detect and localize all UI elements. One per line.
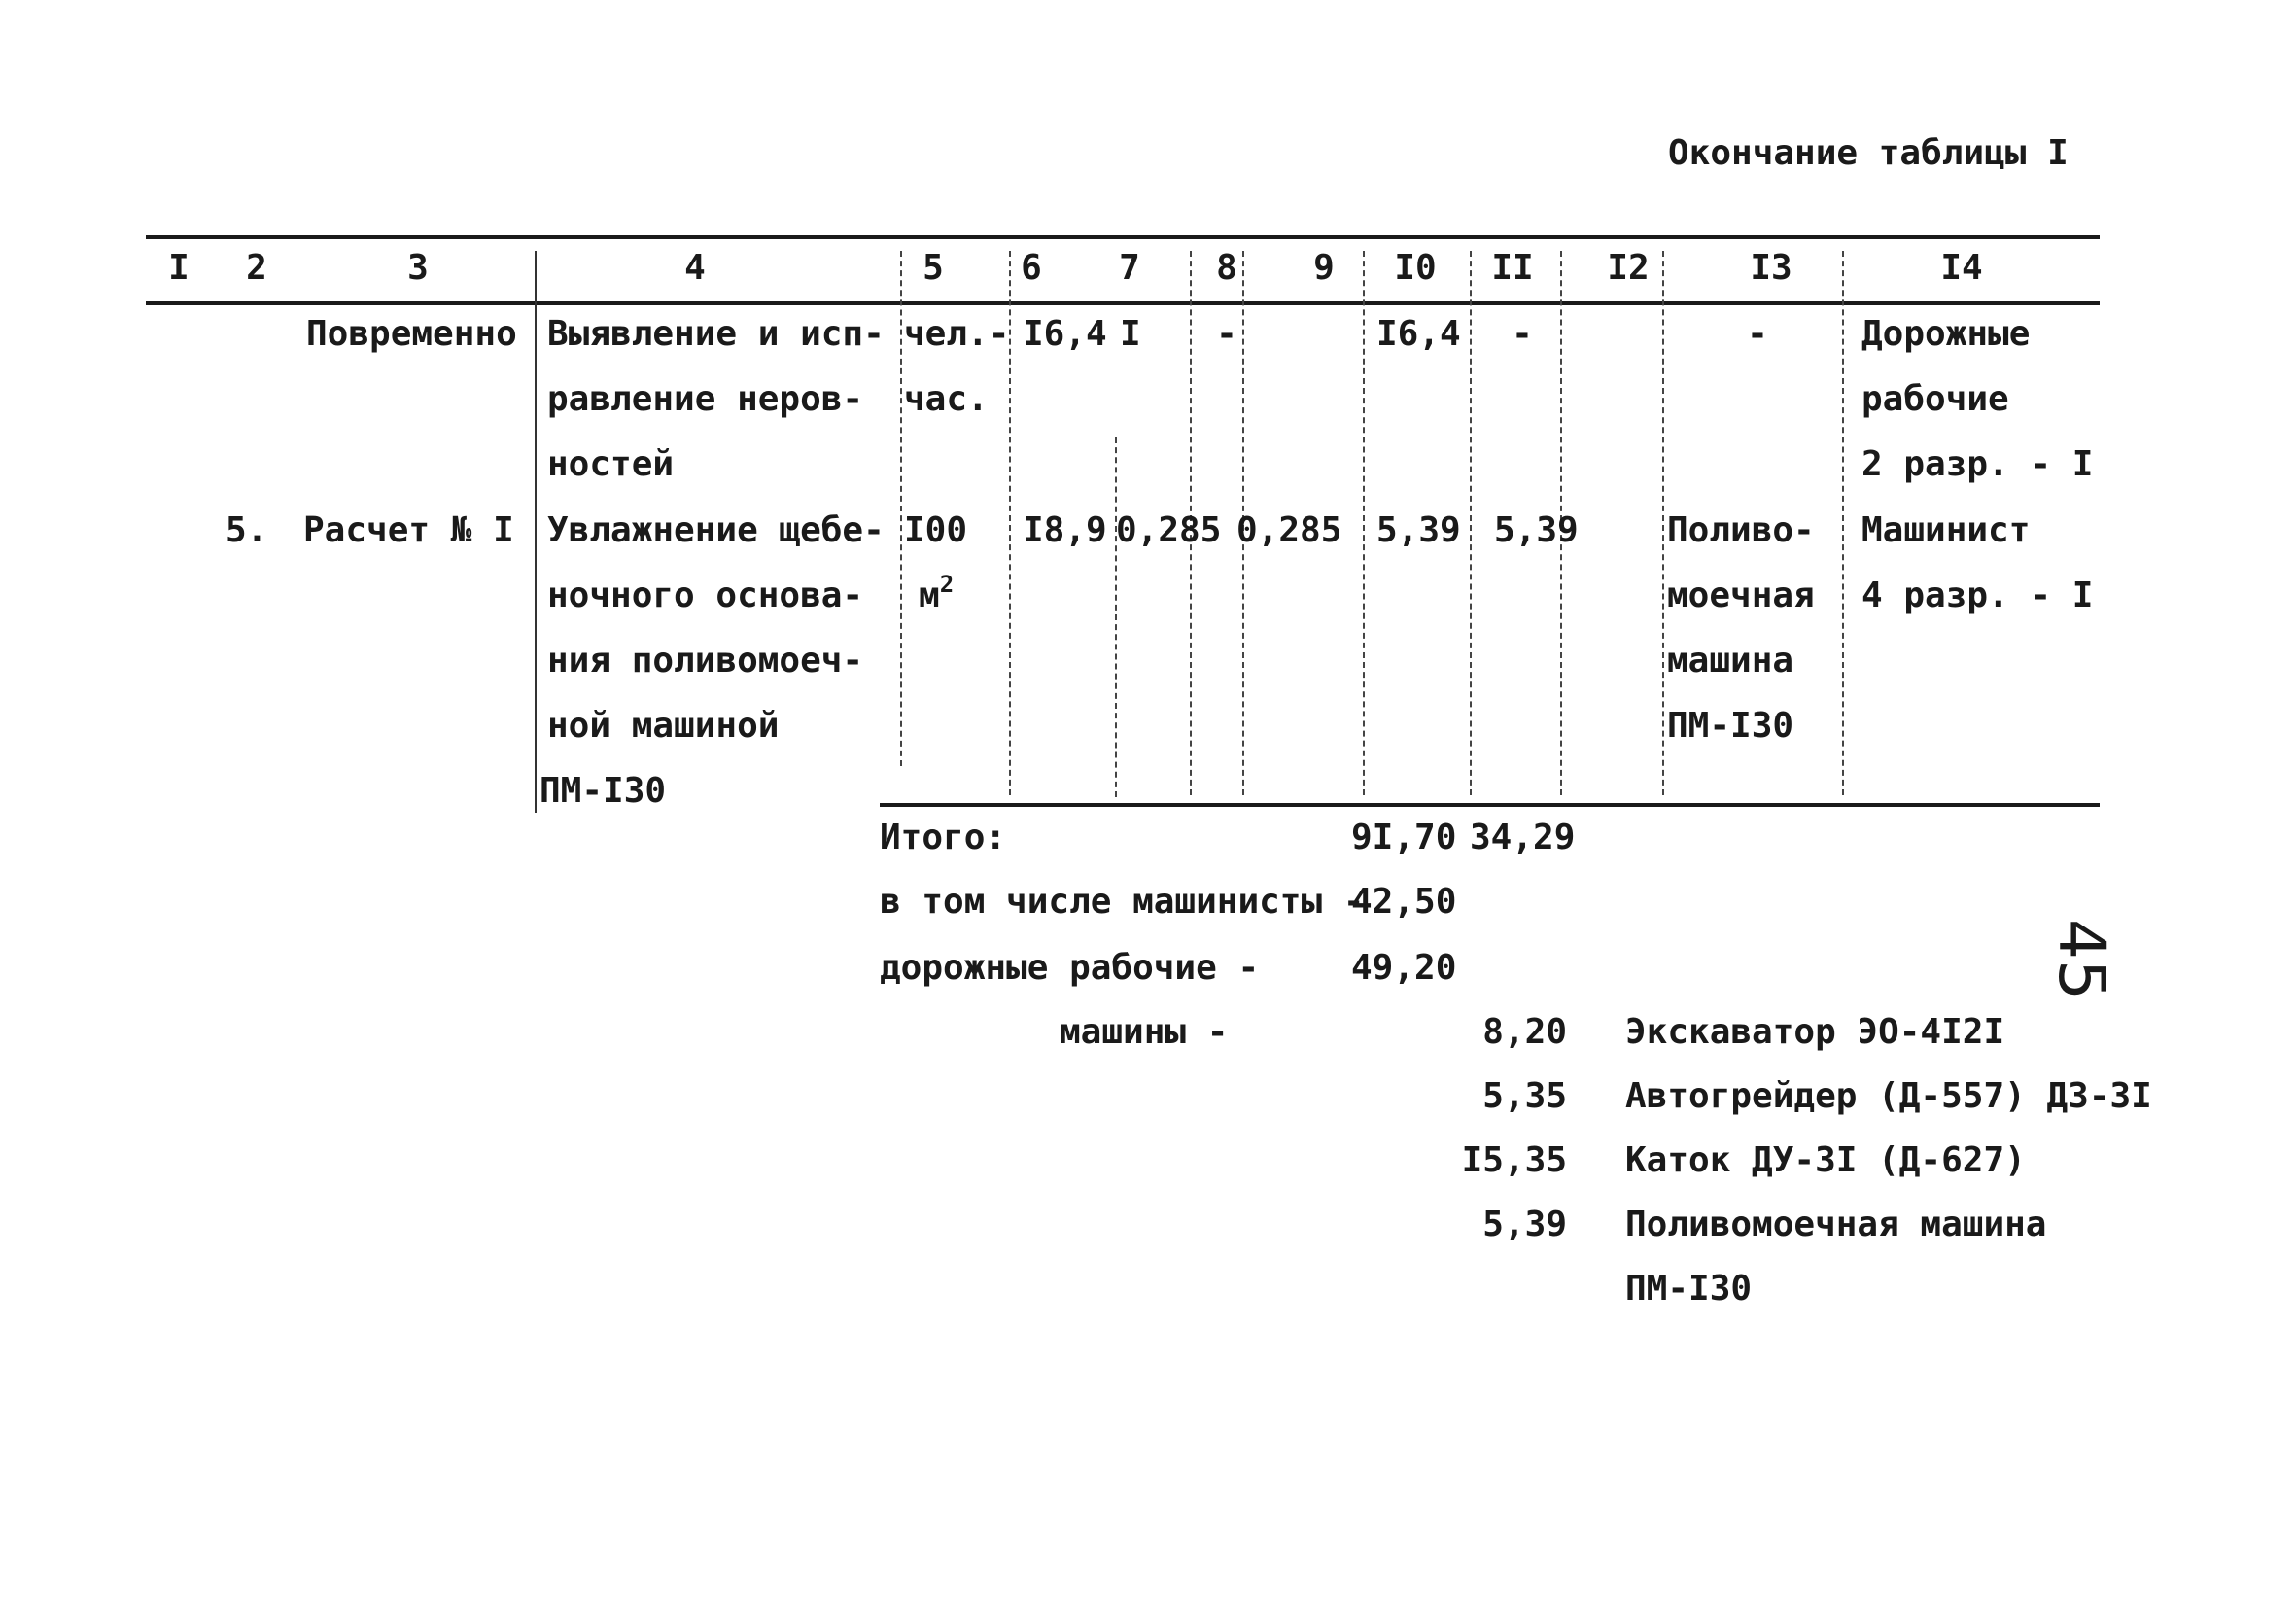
cell-workers: рабочие bbox=[1861, 379, 2009, 419]
cell-col11: - bbox=[1512, 314, 1533, 354]
column-divider bbox=[1363, 251, 1365, 795]
header-cell: 5 bbox=[922, 248, 944, 288]
cell-workers: 2 разр. - I bbox=[1861, 444, 2094, 484]
cell-col6: I6,4 bbox=[1023, 314, 1107, 354]
machine-hours: 5,35 bbox=[1482, 1076, 1567, 1116]
cell-unit: чел.- bbox=[904, 314, 1010, 354]
machinists-label: в том числе машинисты - bbox=[880, 882, 1365, 922]
machine-hours: 8,20 bbox=[1482, 1012, 1567, 1052]
cell-machine: моечная bbox=[1667, 576, 1815, 615]
machine-name-continued: ПМ-I30 bbox=[1625, 1269, 1753, 1309]
machine-name: Поливомоечная машина bbox=[1625, 1205, 2047, 1244]
header-bottom-rule bbox=[146, 301, 2100, 305]
table-bottom-rule bbox=[880, 803, 2100, 807]
cell-workers: Дорожные bbox=[1861, 314, 2031, 354]
header-cell: 7 bbox=[1119, 248, 1140, 288]
total-col11: 34,29 bbox=[1470, 818, 1576, 857]
header-cell: I2 bbox=[1607, 248, 1650, 288]
workers-label: дорожные рабочие - bbox=[880, 948, 1260, 988]
machine-name: Каток ДУ-3I (Д-627) bbox=[1625, 1140, 2026, 1180]
cell-machine: машина bbox=[1667, 641, 1794, 681]
column-divider bbox=[1842, 251, 1844, 795]
cell-unit: I00 bbox=[904, 510, 968, 550]
cell-machine: Поливо- bbox=[1667, 510, 1815, 550]
header-cell: 4 bbox=[684, 248, 706, 288]
cell-work-description: Увлажнение щебе- bbox=[547, 510, 885, 550]
header-cell: I3 bbox=[1750, 248, 1792, 288]
table-caption: Окончание таблицы I bbox=[1668, 133, 2069, 173]
cell-workers: 4 разр. - I bbox=[1861, 576, 2094, 615]
header-cell: 6 bbox=[1021, 248, 1042, 288]
cell-payment-type: Повременно bbox=[306, 314, 517, 354]
column-divider bbox=[1662, 251, 1664, 795]
machines-label: машины - bbox=[1060, 1012, 1229, 1052]
column-divider bbox=[1470, 251, 1472, 795]
cell-work-description: Выявление и исп- bbox=[547, 314, 885, 354]
cell-unit: час. bbox=[904, 379, 989, 419]
cell-work-description: ной машиной bbox=[547, 706, 780, 746]
cell-col11: 5,39 bbox=[1494, 510, 1579, 550]
cell-work-description: ния поливомоеч- bbox=[547, 641, 864, 681]
machinists-value: 42,50 bbox=[1351, 882, 1457, 922]
totals-label: Итого: bbox=[880, 818, 1007, 857]
cell-col7: I bbox=[1120, 314, 1141, 354]
cell-work-description: ночного основа- bbox=[547, 576, 864, 615]
cell-col10: 5,39 bbox=[1376, 510, 1461, 550]
column-divider bbox=[535, 251, 537, 813]
header-top-rule bbox=[146, 235, 2100, 239]
header-cell: I4 bbox=[1940, 248, 1983, 288]
cell-number: 5. bbox=[226, 510, 268, 550]
cell-payment-type: Расчет № I bbox=[303, 510, 514, 550]
cell-unit bbox=[919, 571, 955, 615]
cell-workers: Машинист bbox=[1861, 510, 2031, 550]
workers-value: 49,20 bbox=[1351, 948, 1457, 988]
cell-work-description: ПМ-I30 bbox=[539, 771, 667, 811]
unit-text: м bbox=[919, 576, 940, 615]
header-cell: II bbox=[1491, 248, 1534, 288]
cell-work-description: ностей bbox=[547, 444, 675, 484]
cell-machine: ПМ-I30 bbox=[1667, 706, 1794, 746]
column-divider bbox=[1115, 437, 1117, 797]
cell-col7: 0,285 bbox=[1116, 510, 1222, 550]
total-col10: 9I,70 bbox=[1351, 818, 1457, 857]
machine-hours: 5,39 bbox=[1482, 1205, 1567, 1244]
cell-col8: 0,285 bbox=[1236, 510, 1342, 550]
header-cell: 3 bbox=[407, 248, 429, 288]
machine-name: Автогрейдер (Д-557) ДЗ-3I bbox=[1625, 1076, 2152, 1116]
cell-col13: - bbox=[1747, 314, 1768, 354]
header-cell: I bbox=[168, 248, 190, 288]
cell-work-description: равление неров- bbox=[547, 379, 864, 419]
header-cell: 9 bbox=[1313, 248, 1335, 288]
machine-name: Экскаватор ЭО-4I2I bbox=[1625, 1012, 2005, 1052]
machine-hours: I5,35 bbox=[1461, 1140, 1567, 1180]
unit-exponent: 2 bbox=[939, 571, 955, 598]
page-number: 45 bbox=[2044, 919, 2119, 1000]
header-cell: 8 bbox=[1216, 248, 1237, 288]
cell-col10: I6,4 bbox=[1376, 314, 1461, 354]
cell-col8: - bbox=[1216, 314, 1237, 354]
cell-col6: I8,9 bbox=[1023, 510, 1107, 550]
header-cell: 2 bbox=[246, 248, 267, 288]
header-cell: I0 bbox=[1394, 248, 1437, 288]
column-divider bbox=[900, 251, 902, 766]
